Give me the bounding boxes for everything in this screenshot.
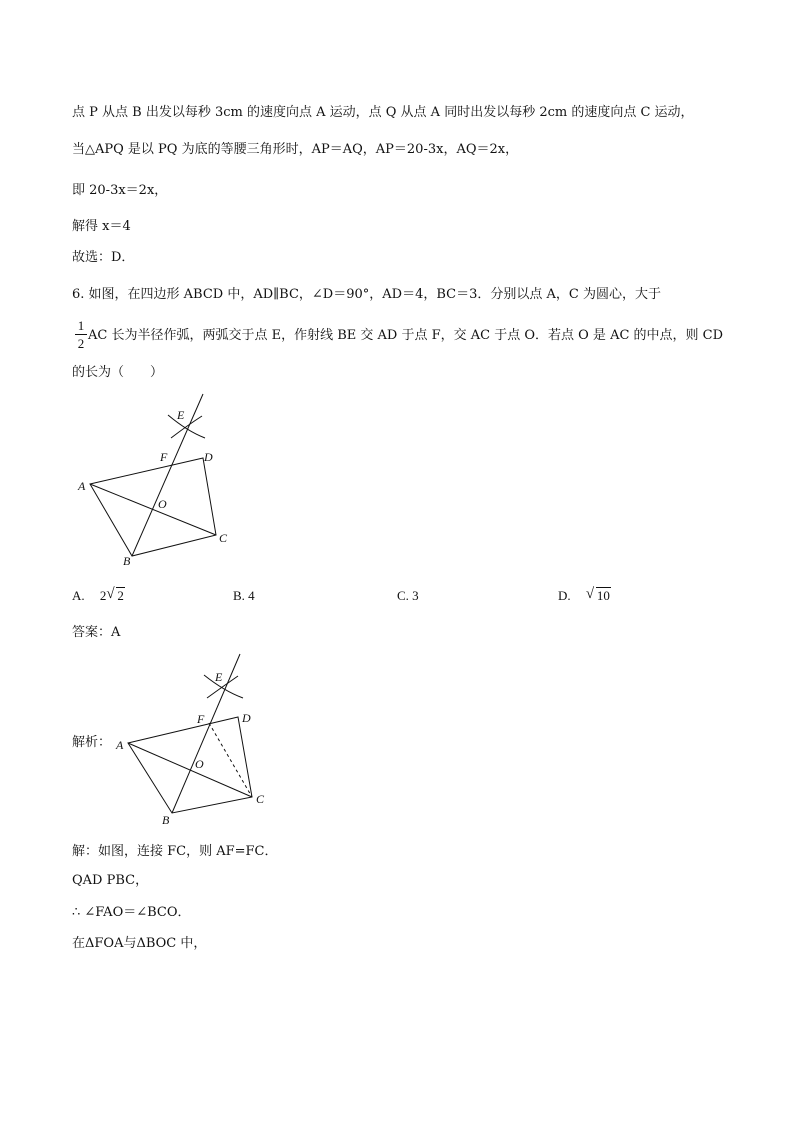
label-d-2: D (242, 711, 251, 725)
option-c-label: C. (397, 588, 409, 603)
option-d-value: √ 10 (585, 586, 610, 603)
ray-be-2 (172, 654, 240, 813)
fraction-bar (75, 334, 87, 335)
label-o: O (158, 497, 167, 511)
label-c-2: C (256, 792, 265, 806)
option-c-value: 3 (412, 588, 419, 603)
option-b-label: B. (233, 588, 245, 603)
option-b-value: 4 (248, 588, 255, 603)
text-line-1: 点 P 从点 B 出发以每秒 3cm 的速度向点 A 运动，点 Q 从点 A 同时出发以每秒 2cm 的速度向点 C 运动， (72, 105, 694, 120)
figure-quadrilateral-1 (72, 388, 242, 573)
label-d: D (204, 450, 213, 464)
figure-quadrilateral-2 (112, 650, 282, 830)
solution-line-1: 解：如图，连接 FC，则 AF=FC． (72, 844, 278, 859)
label-o-2: O (195, 757, 204, 771)
fraction-one-half (75, 318, 87, 351)
solution-line-2: QAD PBC， (72, 873, 149, 888)
fraction-denominator: 2 (77, 336, 85, 351)
label-a: A (78, 479, 86, 493)
label-f-2: F (197, 712, 205, 726)
question-6-line-2: AC 长为半径作弧，两弧交于点 E，作射线 BE 交 AD 于点 F，交 AC 于点 O．若点 O 是 AC 的中点，则 CD (88, 328, 724, 343)
label-e-2: E (215, 670, 223, 684)
diagonal-ac-2 (128, 743, 252, 797)
question-6-line-3: 的长为（ ） (72, 365, 164, 380)
diagonal-ac (90, 484, 216, 535)
solution-line-3: ∴ ∠FAO＝∠BCO． (72, 905, 191, 920)
label-c: C (219, 531, 228, 545)
text-line-4: 解得 x＝4 (72, 219, 131, 234)
option-a[interactable] (72, 588, 125, 604)
label-b: B (123, 554, 131, 568)
option-d[interactable] (558, 588, 611, 604)
ray-be (132, 394, 203, 556)
label-b-2: B (162, 813, 170, 827)
option-a-label: A. (72, 588, 85, 603)
label-f: F (160, 450, 168, 464)
option-a-value: 2 √ 2 (99, 586, 124, 603)
analysis-label: 解析： (72, 735, 112, 750)
answer-line: 答案：A (72, 625, 121, 640)
label-e: E (177, 408, 185, 422)
option-d-label: D. (558, 588, 571, 603)
fraction-numerator: 1 (77, 318, 85, 333)
text-line-5: 故选：D． (72, 250, 135, 265)
option-b[interactable] (233, 588, 255, 604)
text-line-2: 当△APQ 是以 PQ 为底的等腰三角形时，AP＝AQ，AP＝20-3x，AQ＝2x， (72, 142, 519, 157)
question-6-line-1: 6. 如图，在四边形 ABCD 中，AD∥BC，∠D＝90°，AD＝4，BC＝3．分别以点 A，C 为圆心，大于 (72, 287, 661, 302)
label-a-2: A (116, 738, 124, 752)
option-c[interactable] (397, 588, 419, 604)
solution-line-4: 在ΔFOA与ΔBOC 中， (72, 936, 207, 951)
text-line-3: 即 20-3x＝2x， (72, 183, 168, 198)
